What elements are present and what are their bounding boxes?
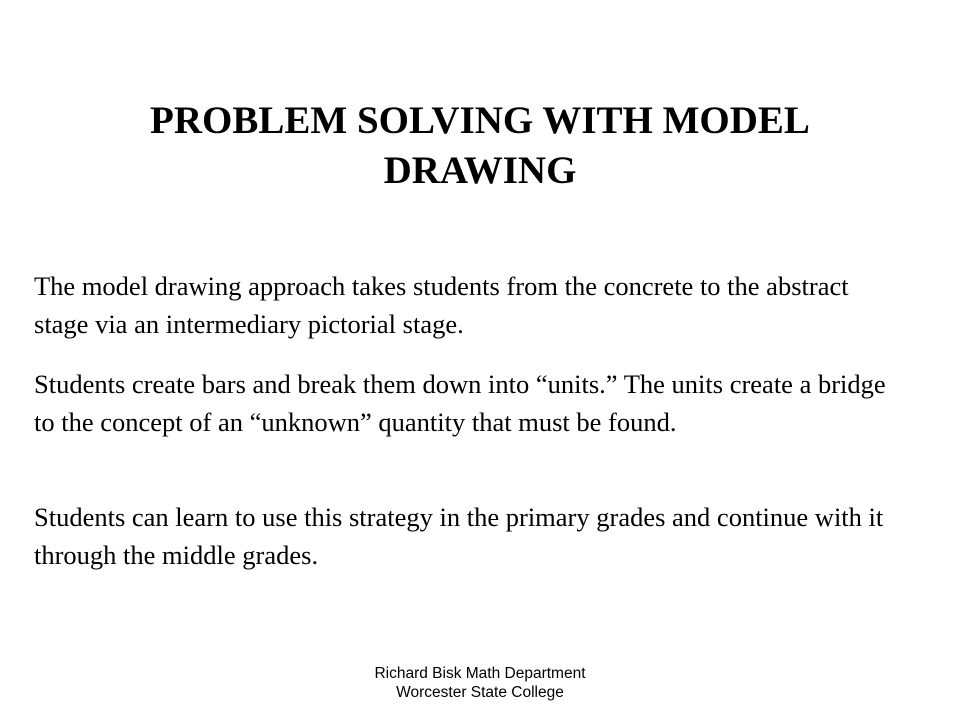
footer-institution: Worcester State College [396,684,564,701]
slide-title: PROBLEM SOLVING WITH MODEL DRAWING [150,99,810,192]
paragraph-primary-to-middle-grades: Students can learn to use this strategy in the primary grades and continue with it through the middle grades. [34,502,884,570]
slide-footer [280,664,680,702]
paragraph-concrete-to-abstract: The model drawing approach takes students from the concrete to the abstract stage via an intermediary pictorial stage. [34,271,849,339]
paragraph-bars-and-units: Students create bars and break them down into “units.” The units create a bridge to the concept of an “unknown” quantity that must be found. [34,369,886,437]
footer-author-department: Richard Bisk Math Department [374,665,586,682]
